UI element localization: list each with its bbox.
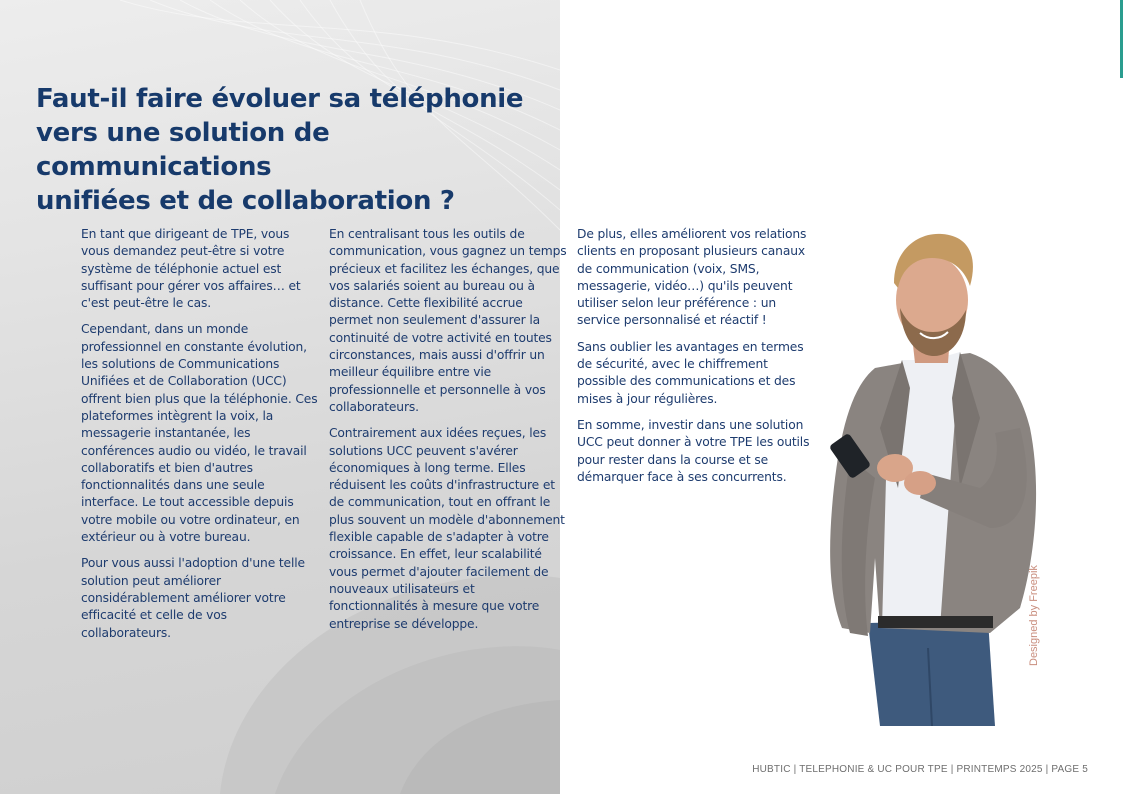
paragraph: Contrairement aux idées reçues, les solutions UCC peuvent s'avérer économiques à long terme. Elles réduisent les coûts d'infrastructure et de communication, tout en offrant le plus souvent un modèle d'abonnement flexible capable de s'adapter à votre croissance. En effet, leur scalabilité vous permet d'ajouter facilement de nouveaux utilisateurs et fonctionnalités à mesure que votre entreprise se développe.	[329, 426, 565, 631]
page-title	[36, 82, 546, 218]
page-footer: HUBTIC | TELEPHONIE & UC POUR TPE | PRINTEMPS 2025 | PAGE 5	[752, 764, 1088, 775]
paragraph: Sans oublier les avantages en termes de sécurité, avec le chiffrement possible des communications et des mises à jour régulières.	[577, 339, 804, 406]
title-line: unifiées et de collaboration ?	[36, 186, 455, 216]
paragraph: Cependant, dans un monde professionnel en constante évolution, les solutions de Communications Unifiées et de Collaboration (UCC) offrent bien plus que la téléphonie. Ces plateformes intègrent la voix, la messagerie instantanée, les conférences audio ou vidéo, le travail collaboratifs et bien d'autres fonctionnalités dans une seule interface. Le tout accessible depuis votre mobile ou votre ordinateur, en extérieur ou à votre bureau.	[81, 322, 318, 545]
paragraph: En tant que dirigeant de TPE, vous vous demandez peut-être si votre système de téléphonie actuel est suffisant pour gérer vos affaires… et c'est peut-être le cas.	[81, 227, 301, 311]
paragraph: De plus, elles améliorent vos relations clients en proposant plusieurs canaux de communication (voix, SMS, messagerie, vidéo…) qu'ils peuvent utiliser selon leur préférence : un service personnalisé et réactif !	[577, 227, 807, 328]
text-column-3	[577, 226, 815, 495]
paragraph: En centralisant tous les outils de communication, vous gagnez un temps précieux et facilitez les échanges, que vos salariés soient au bureau ou à distance. Cette flexibilité accrue permet non seulement d'assurer la continuité de votre activité en toutes circonstances, mais aussi d'offrir un meilleur équilibre entre vie professionnelle et personnelle à vos collaborateurs.	[329, 227, 567, 414]
paragraph: Pour vous aussi l'adoption d'une telle solution peut améliorer considérablement améliorer votre efficacité et celle de vos collaborateurs.	[81, 556, 305, 640]
title-line: vers une solution de communications	[36, 118, 330, 182]
paragraph: En somme, investir dans une solution UCC peut donner à votre TPE les outils pour rester dans la course et se démarquer face à ses concurrents.	[577, 417, 810, 484]
text-column-1	[81, 226, 319, 651]
text-column-2	[329, 226, 567, 642]
photo-credit: Designed by Freepik	[1028, 565, 1040, 666]
businessman-photo	[820, 228, 1050, 728]
title-line: Faut-il faire évoluer sa téléphonie	[36, 84, 524, 114]
